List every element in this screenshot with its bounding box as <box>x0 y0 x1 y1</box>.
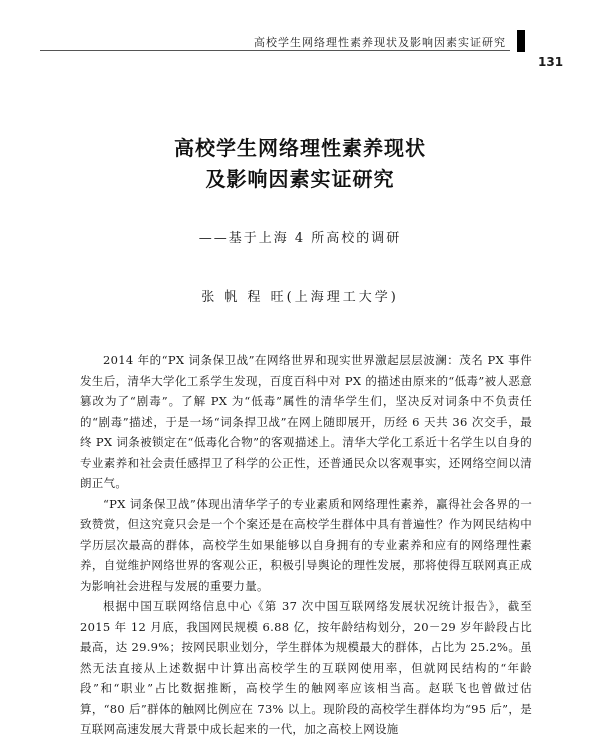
article-title-line-2: 及影响因素实证研究 <box>205 167 395 191</box>
running-head: 高校学生网络理性素养现状及影响因素实证研究 <box>254 36 506 49</box>
article-subtitle: ——基于上海 4 所高校的调研 <box>198 231 402 246</box>
paragraph: 根据中国互联网络信息中心《第 37 次中国互联网络发展状况统计报告》，截至 2015 年 12 月底，我国网民规模 6.88 亿，按年龄结构划分，20－29 岁年龄段占比最高，达 29.9%；按网民职业划分，学生群体为规模最大的群体，占比为 25.2%。虽然无法直接从上述数据中计算出高校学生的互联网使用率，但就网民结构的“年龄段”和“职业”占比数据推断，高校学生的触网率应该相当高。赵联飞也曾做过估算，“80 后”群体的触网比例应在 73% 以上。现阶段的高校学生群体均为“95 后”，是互联网高速发展大背景中成长起来的一代，加之高校上网设施 <box>80 599 532 736</box>
paragraph: “PX 词条保卫战”体现出清华学子的专业素质和网络理性素养，赢得社会各界的一致赞赏，但这究竟只会是一个个案还是在高校学生群体中具有普遍性？作为网民结构中学历层次最高的群体，高校学生如果能够以自身拥有的专业素养和应有的网络理性素养，自觉维护网络世界的客观公正，积极引导舆论的理性发展，那将使得互联网真正成为影响社会进程与发展的重要力量。 <box>80 496 532 593</box>
paragraph: 2014 年的“PX 词条保卫战”在网络世界和现实世界激起层层波澜：茂名 PX 事件发生后，清华大学化工系学生发现，百度百科中对 PX 的描述由原来的“低毒”被人恶意篡改为了“剧毒”。了解 PX 为“低毒”属性的清华学生们，坚决反对词条中不负责任的“剧毒”描述，于是一场“词条捍卫战”在网上随即展开，历经 6 天共 36 次交手，最终 PX 词条被锁定在“低毒化合物”的客观描述上。清华大学化工系近十名学生以自身的专业素养和社会责任感捍卫了科学的公正性，还普通民众以客观事实，还网络空间以清朗正气。 <box>80 353 532 490</box>
page-number: 131 <box>538 55 564 69</box>
article-title-line-1: 高校学生网络理性素养现状 <box>174 136 426 160</box>
article-body <box>80 350 532 740</box>
header-rule <box>40 50 510 51</box>
header-bar <box>517 30 525 52</box>
article-authors: 张 帆 程 旺(上海理工大学) <box>201 290 399 305</box>
